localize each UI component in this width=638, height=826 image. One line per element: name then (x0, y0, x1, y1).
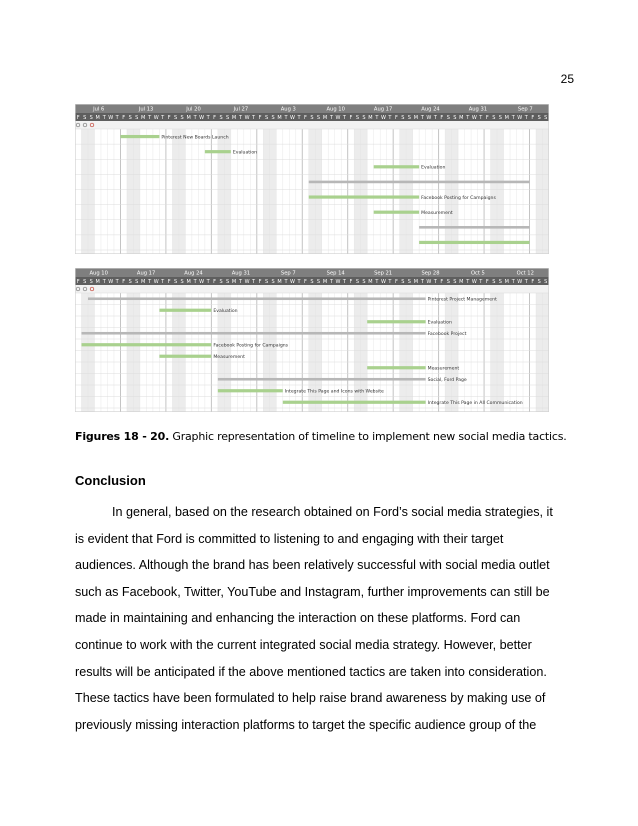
gantt-day-letter: S (401, 115, 405, 122)
gantt-weekend-column (263, 129, 269, 254)
paragraph-line: These tactics have been formulated to help raise brand awareness by making use of (75, 691, 546, 706)
gantt-weekend-column (133, 293, 139, 412)
gantt-weekend-column (81, 129, 87, 254)
paragraph-line: results will be anticipated if the above mentioned tactics are taken into consideration. (75, 664, 547, 679)
gantt-day-letter: T (193, 279, 197, 286)
gantt-weekend-column (88, 129, 94, 254)
gantt-day-letter: S (83, 115, 87, 122)
gantt-day-letter: F (394, 279, 398, 286)
gantt-day-letter: S (174, 279, 178, 286)
gantt-day-letter: W (244, 279, 250, 286)
gantt-weekend-column (445, 293, 451, 412)
gantt-summary-bar (419, 226, 529, 229)
gantt-week-label: Aug 17 (136, 270, 156, 277)
gantt-weekend-column (497, 129, 503, 254)
gantt-day-letter: M (95, 115, 100, 122)
gantt-weekend-column (263, 293, 269, 412)
gantt-task-label: Social, Ford Page (427, 378, 467, 384)
gantt-week-label: Jul 27 (233, 106, 249, 113)
gantt-day-letter: M (186, 115, 191, 122)
gantt-weekend-column (445, 129, 451, 254)
gantt-day-letter: S (355, 115, 360, 122)
gantt-day-letter: T (252, 279, 256, 286)
gantt-task-label: Pinterest New Boards Launch (161, 135, 229, 141)
gantt-day-letter: S (407, 279, 411, 286)
gantt-day-letter: S (264, 279, 269, 286)
gantt-day-letter: M (231, 115, 237, 122)
gantt-day-letter: T (342, 115, 346, 122)
figure-caption (75, 430, 567, 443)
gantt-day-letter: T (433, 279, 437, 286)
gantt-task-label: Measurement (213, 355, 245, 361)
conclusion-paragraph (75, 499, 565, 738)
gantt-day-letter: W (335, 279, 341, 286)
gantt-day-letter: M (459, 115, 464, 122)
gantt-day-letter: W (380, 279, 386, 286)
gantt-day-letter: W (290, 115, 295, 122)
gantt-weekend-column (406, 293, 412, 412)
gantt-day-letter: F (485, 279, 489, 286)
gantt-week-label: Jul 13 (138, 106, 154, 113)
gantt-day-letter: F (76, 115, 80, 122)
gantt-day-letter: T (148, 279, 152, 286)
gantt-day-letter: S (271, 115, 275, 122)
gantt-weekend-column (179, 129, 185, 254)
gantt-weekend-column (133, 129, 139, 254)
gantt-summary-bar (88, 297, 426, 300)
gantt-task-label: Pinterest Project Management (427, 297, 497, 303)
gantt-week-label: Aug 17 (373, 106, 393, 113)
gantt-task-label: Evaluation (232, 150, 258, 156)
gantt-task-label: Facebook Posting for Campaigns (213, 343, 289, 349)
gantt-day-letter: T (388, 279, 392, 286)
gantt-day-letter: S (544, 115, 548, 122)
gantt-day-letter: S (128, 279, 132, 286)
gantt-day-letter: S (310, 279, 314, 286)
gantt-day-letter: M (141, 115, 146, 122)
gantt-day-letter: W (426, 115, 432, 122)
gantt-day-letter: T (479, 115, 483, 122)
gantt-weekend-column (543, 129, 549, 254)
gantt-day-letter: S (174, 115, 178, 122)
gantt-task-bar (367, 366, 425, 369)
gantt-day-letter: F (531, 279, 535, 286)
gantt-week-label: Sep 28 (421, 270, 440, 277)
gantt-day-letter: S (89, 279, 93, 286)
gantt-day-letter: T (115, 279, 119, 286)
gantt-weekend-column (354, 129, 360, 254)
gantt-day-letter: W (199, 115, 205, 122)
gantt-day-letter: S (128, 115, 132, 122)
gantt-day-letter: F (213, 279, 217, 286)
gantt-day-letter: M (322, 115, 328, 122)
gantt-toolbar (75, 285, 549, 293)
gantt-weekend-column (497, 293, 503, 412)
gantt-weekend-column (536, 129, 542, 254)
gantt-weekend-column (88, 293, 94, 412)
gantt-day-letter: W (335, 115, 341, 122)
gantt-day-letter: T (161, 279, 165, 286)
gantt-task-bar (120, 135, 159, 138)
gantt-weekend-column (309, 129, 315, 254)
gantt-week-label: Sep 21 (374, 270, 393, 277)
gantt-day-letter: T (388, 115, 392, 122)
paragraph-line: audiences. Although the brand has been relatively successful with social media outlet (75, 558, 550, 573)
gantt-day-letter: T (148, 115, 152, 122)
gantt-week-label: Aug 31 (468, 106, 488, 113)
gantt-day-letter: S (264, 115, 269, 122)
gantt-weekend-column (452, 293, 458, 412)
gantt-task-label: Measurement (427, 366, 460, 372)
gantt-day-letter: M (186, 279, 191, 286)
gantt-day-letter: T (433, 115, 437, 122)
gantt-weekend-column (491, 129, 497, 254)
gantt-week-label: Aug 3 (280, 106, 296, 113)
paragraph-line: continue to work with the current integrated social media strategy. However, better (75, 637, 532, 652)
gantt-task-bar (81, 343, 211, 346)
gantt-task-bar (159, 355, 211, 358)
paragraph-line: is evident that Ford is committed to listening to and engaging with their target (75, 531, 504, 546)
gantt-day-letter: F (76, 279, 80, 286)
gantt-day-letter: W (244, 115, 250, 122)
gantt-day-letter: W (426, 279, 432, 286)
gantt-day-letter: M (368, 279, 373, 286)
gantt-weekend-column (224, 129, 230, 254)
gantt-day-letter: S (316, 279, 321, 286)
gantt-task-bar (419, 241, 529, 244)
gantt-day-letter: S (498, 115, 502, 122)
gantt-summary-bar (309, 181, 530, 184)
gantt-day-letter: S (453, 279, 457, 286)
gantt-day-letter: T (239, 115, 243, 122)
gantt-weekend-column (536, 293, 542, 412)
gantt-day-letter: T (102, 279, 106, 286)
gantt-task-label: Evaluation (427, 320, 452, 326)
gantt-day-letter: S (446, 279, 450, 286)
paragraph-line: made in maintaining and enhancing the interaction on these platforms. Ford can (75, 611, 521, 626)
gantt-week-label: Aug 24 (421, 106, 440, 113)
gantt-day-letter: M (413, 115, 419, 122)
gantt-week-label: Sep 7 (280, 270, 296, 277)
gantt-day-letter: M (277, 115, 282, 122)
gantt-weekend-column (270, 129, 276, 254)
gantt-day-letter: F (122, 115, 126, 122)
page-number: 25 (560, 72, 574, 86)
gantt-weekend-column (81, 293, 87, 412)
gantt-day-letter: T (511, 115, 515, 122)
gantt-day-letter: S (135, 115, 139, 122)
gantt-task-label: Measurement (421, 210, 453, 216)
paragraph-line: previously missing interaction platforms to target the specific audience group of the (75, 717, 537, 732)
gantt-day-letter: S (362, 115, 366, 122)
gantt-day-letter: S (219, 279, 223, 286)
gantt-weekend-column (127, 129, 133, 254)
gantt-day-letter: S (180, 115, 184, 122)
gantt-day-letter: T (297, 279, 301, 286)
gantt-summary-bar (218, 378, 426, 381)
gantt-day-letter: F (304, 115, 307, 122)
gantt-week-label: Sep 7 (517, 106, 533, 113)
caption-label: Figures 18 - 20. (75, 430, 170, 443)
gantt-day-letter: S (310, 115, 314, 122)
gantt-day-letter: T (284, 115, 288, 122)
gantt-day-letter: W (108, 279, 114, 286)
gantt-day-letter: T (524, 115, 528, 122)
gantt-day-letter: S (492, 115, 496, 122)
gantt-day-letter: W (153, 279, 159, 286)
gantt-day-letter: M (95, 279, 100, 286)
gantt-day-letter: M (277, 279, 282, 286)
gantt-day-letter: F (304, 279, 307, 286)
gantt-day-letter: W (108, 115, 114, 122)
gantt-day-letter: W (380, 115, 386, 122)
section-heading: Conclusion (75, 473, 146, 488)
gantt-week-label: Oct 12 (516, 270, 534, 277)
gantt-day-letter: T (239, 279, 243, 286)
gantt-day-letter: S (401, 279, 405, 286)
gantt-week-label: Oct 5 (470, 270, 485, 277)
gantt-day-letter: S (355, 279, 360, 286)
gantt-week-label: Jul 20 (186, 106, 201, 113)
gantt-day-letter: S (135, 279, 139, 286)
gantt-weekend-column (400, 293, 406, 412)
gantt-day-letter: T (375, 115, 379, 122)
gantt-day-letter: S (446, 115, 450, 122)
gantt-day-letter: S (537, 279, 541, 286)
gantt-task-label: Integrate This Page in All Communication (427, 401, 523, 407)
gantt-day-letter: T (297, 115, 301, 122)
gantt-day-letter: T (284, 279, 288, 286)
gantt-weekend-column (270, 293, 276, 412)
gantt-day-letter: T (524, 279, 528, 286)
gantt-day-letter: T (375, 279, 379, 286)
gantt-weekend-column (127, 293, 133, 412)
gantt-day-letter: M (368, 115, 373, 122)
gantt-day-letter: W (153, 115, 159, 122)
gantt-day-letter: F (213, 115, 217, 122)
gantt-weekend-column (400, 129, 406, 254)
gantt-day-letter: T (115, 115, 119, 122)
gantt-day-letter: S (544, 279, 548, 286)
gantt-day-letter: S (271, 279, 275, 286)
gantt-weekend-column (406, 129, 412, 254)
gantt-day-letter: F (485, 115, 489, 122)
gantt-day-letter: W (517, 115, 523, 122)
gantt-day-letter: T (342, 279, 346, 286)
gantt-day-letter: F (167, 279, 171, 286)
gantt-day-letter: S (225, 115, 230, 122)
gantt-task-label: Facebook Project (427, 332, 467, 338)
gantt-task-bar (374, 211, 419, 214)
gantt-day-letter: S (225, 279, 230, 286)
gantt-weekend-column (452, 129, 458, 254)
gantt-task-bar (374, 165, 419, 168)
gantt-day-letter: M (413, 279, 419, 286)
gantt-day-letter: F (258, 115, 262, 122)
gantt-day-letter: T (252, 115, 256, 122)
gantt-day-letter: F (440, 115, 444, 122)
gantt-chart-1 (75, 104, 549, 254)
gantt-day-letter: S (498, 279, 502, 286)
gantt-day-letter: T (479, 279, 483, 286)
gantt-toolbar (75, 121, 549, 129)
gantt-day-letter: S (453, 115, 457, 122)
gantt-weekend-column (491, 293, 497, 412)
gantt-week-label: Aug 24 (184, 270, 203, 277)
gantt-day-letter: F (531, 115, 535, 122)
gantt-day-letter: S (316, 115, 321, 122)
gantt-day-letter: T (329, 115, 334, 122)
gantt-day-letter: S (219, 115, 223, 122)
gantt-day-letter: T (466, 279, 470, 286)
paragraph-line: such as Facebook, Twitter, YouTube and Instagram, further improvements can still be (75, 584, 550, 599)
gantt-task-bar (205, 150, 231, 153)
gantt-day-letter: T (193, 115, 197, 122)
gantt-task-bar (218, 389, 283, 392)
gantt-day-letter: T (511, 279, 515, 286)
gantt-day-letter: S (407, 115, 411, 122)
gantt-task-bar (367, 320, 425, 323)
gantt-week-label: Jul 6 (93, 106, 105, 113)
gantt-weekend-column (218, 129, 224, 254)
gantt-day-letter: M (504, 279, 509, 286)
gantt-svg-2 (75, 268, 549, 412)
gantt-task-bar (283, 401, 426, 404)
gantt-day-letter: W (290, 279, 295, 286)
gantt-day-letter: S (180, 279, 184, 286)
gantt-task-bar (309, 195, 419, 198)
gantt-day-letter: T (420, 115, 424, 122)
gantt-task-label: Facebook Posting for Campaigns (421, 195, 496, 201)
gantt-day-letter: W (199, 279, 205, 286)
gantt-weekend-column (172, 129, 178, 254)
gantt-day-letter: T (206, 279, 210, 286)
gantt-day-letter: S (89, 115, 93, 122)
gantt-day-letter: F (440, 279, 444, 286)
gantt-week-label: Aug 31 (231, 270, 251, 277)
gantt-day-letter: W (517, 279, 523, 286)
gantt-week-label: Aug 10 (89, 270, 108, 277)
gantt-week-label: Aug 10 (326, 106, 345, 113)
gantt-day-letter: T (161, 115, 165, 122)
gantt-day-letter: M (141, 279, 146, 286)
gantt-task-label: Evaluation (421, 165, 446, 171)
gantt-day-letter: T (466, 115, 470, 122)
gantt-task-bar (159, 309, 211, 312)
gantt-day-letter: M (459, 279, 464, 286)
gantt-day-letter: T (102, 115, 106, 122)
gantt-summary-bar (81, 332, 425, 335)
gantt-day-letter: M (504, 115, 509, 122)
gantt-day-letter: F (122, 279, 126, 286)
gantt-day-letter: S (492, 279, 496, 286)
gantt-day-letter: F (349, 279, 353, 286)
gantt-day-letter: S (362, 279, 366, 286)
gantt-day-letter: W (471, 279, 477, 286)
gantt-day-letter: F (258, 279, 262, 286)
gantt-weekend-column (361, 129, 367, 254)
gantt-weekend-column (315, 129, 321, 254)
gantt-weekend-column (543, 293, 549, 412)
gantt-day-letter: F (349, 115, 353, 122)
gantt-day-letter: M (322, 279, 328, 286)
gantt-day-letter: F (394, 115, 398, 122)
gantt-day-letter: M (231, 279, 237, 286)
gantt-day-letter: F (167, 115, 171, 122)
caption-text: Graphic representation of timeline to implement new social media tactics. (169, 430, 567, 443)
gantt-svg-1 (75, 104, 549, 254)
gantt-task-label: Integrate This Page and Icons with Website (284, 389, 384, 395)
gantt-day-letter: W (471, 115, 477, 122)
gantt-day-letter: T (206, 115, 210, 122)
gantt-week-label: Sep 14 (326, 270, 345, 277)
gantt-chart-2 (75, 268, 549, 412)
paragraph-line: In general, based on the research obtained on Ford’s social media strategies, it (112, 505, 553, 519)
gantt-task-label: Evaluation (213, 309, 238, 315)
gantt-day-letter: T (420, 279, 424, 286)
gantt-day-letter: S (537, 115, 541, 122)
gantt-day-letter: T (329, 279, 334, 286)
gantt-day-letter: S (83, 279, 87, 286)
